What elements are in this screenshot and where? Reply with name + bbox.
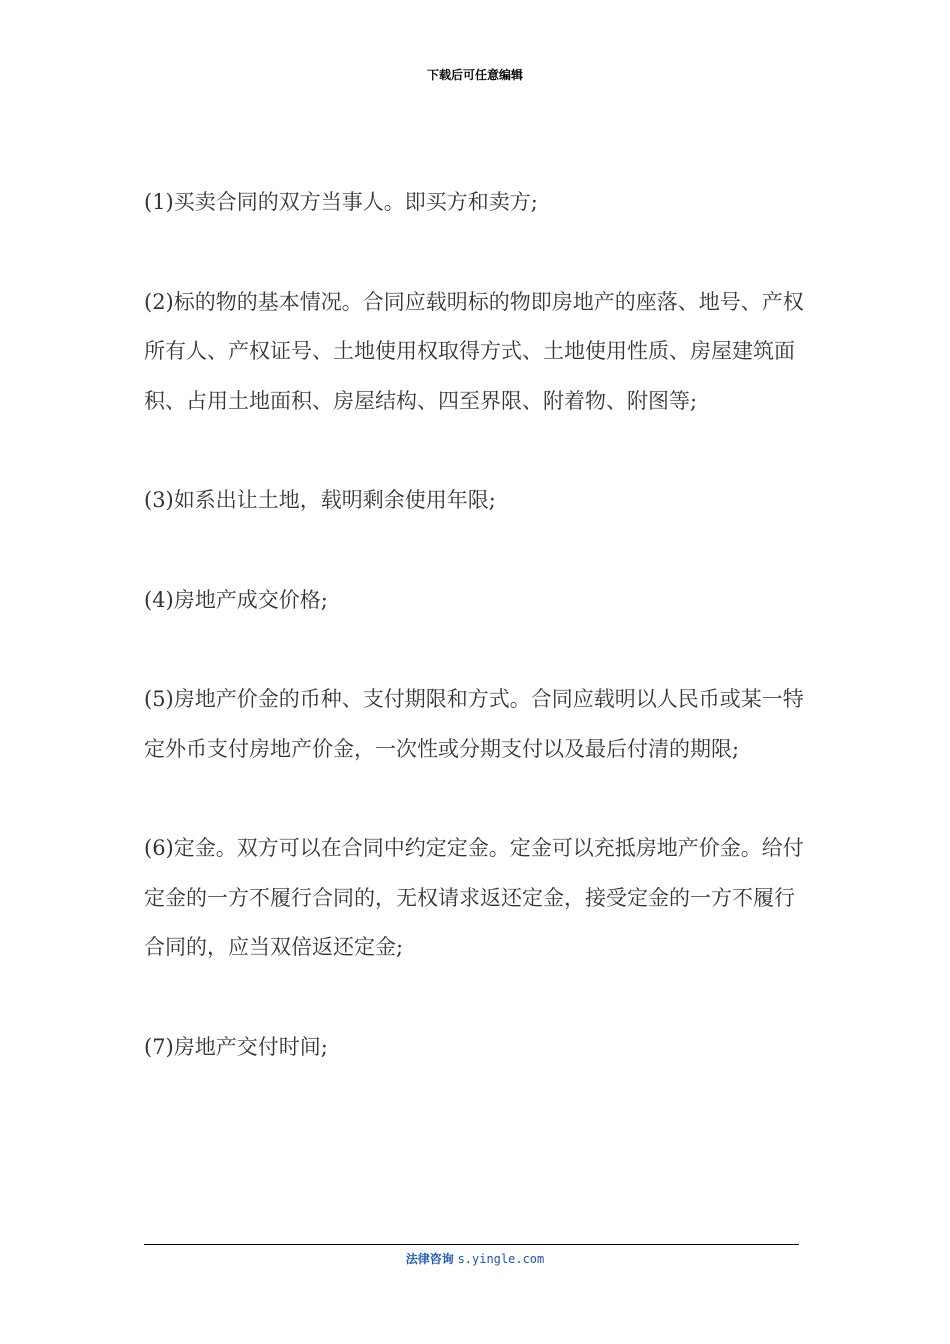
paragraph-7: (7)房地产交付时间; — [144, 1034, 328, 1059]
footer-divider — [144, 1244, 799, 1245]
header-text: 下载后可任意编辑 — [426, 68, 523, 82]
page-header — [0, 66, 950, 84]
paragraph-3: (3)如系出让土地，载明剩余使用年限; — [144, 488, 496, 512]
paragraph-6: (6)定金。双方可以在合同中约定定金。定金可以充抵房地产价金。给付定金的一方不履行合同的，无权请求返还定金，接受定金的一方不履行合同的，应当双倍返还定金; — [144, 836, 804, 959]
footer-link[interactable]: s.yingle.com — [457, 1252, 545, 1266]
paragraph-5: (5)房地产价金的币种、支付期限和方式。合同应载明以人民币或某一特定外币支付房地产价金，一次性或分期支付以及最后付清的期限; — [144, 687, 804, 761]
footer-label: 法律咨询 — [405, 1252, 454, 1266]
page-footer — [0, 1250, 950, 1268]
paragraph-4: (4)房地产成交价格; — [144, 587, 328, 612]
document-body — [144, 178, 809, 1122]
paragraph-2: (2)标的物的基本情况。合同应载明标的物即房地产的座落、地号、产权所有人、产权证号、土地使用权取得方式、土地使用性质、房屋建筑面积、占用土地面积、房屋结构、四至界限、附着物、附图等; — [144, 289, 804, 413]
paragraph-1: (1)买卖合同的双方当事人。即买方和卖方; — [144, 190, 538, 214]
